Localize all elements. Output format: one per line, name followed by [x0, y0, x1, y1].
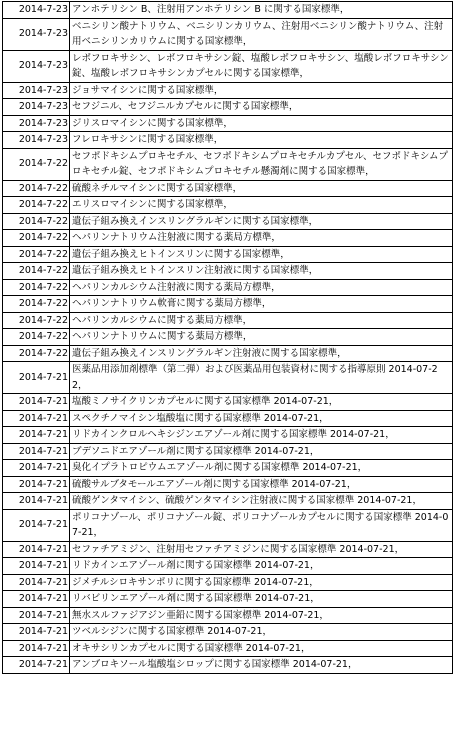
row-date: 2014-7-23	[3, 132, 70, 149]
table-row	[3, 509, 453, 541]
row-date: 2014-7-21	[3, 607, 70, 624]
row-standard-title: フレロキサシンに関する国家標準，	[70, 132, 453, 149]
row-standard-title: 塩酸ミノサイクリンカプセルに関する国家標準 2014-07-21，	[70, 394, 453, 411]
row-standard-title: 硫酸ゲンタマイシン、硫酸ゲンタマイシン注射液に関する国家標準 2014-07-21，	[70, 493, 453, 510]
row-date: 2014-7-22	[3, 296, 70, 313]
row-standard-title: 遺伝子組み換えヒトインスリンに関する国家標準，	[70, 246, 453, 263]
table-row	[3, 460, 453, 477]
row-standard-title: オキサシリンカプセルに関する国家標準 2014-07-21，	[70, 640, 453, 657]
row-date: 2014-7-21	[3, 443, 70, 460]
table-row	[3, 148, 453, 180]
row-standard-title: 無水スルファジアジン亜鉛に関する国家標準 2014-07-21，	[70, 607, 453, 624]
table-row	[3, 657, 453, 674]
standards-table	[2, 1, 453, 674]
row-date: 2014-7-22	[3, 279, 70, 296]
table-row	[3, 18, 453, 50]
row-standard-title: セフジニル、セフジニルカプセルに関する国家標準，	[70, 99, 453, 116]
table-row	[3, 296, 453, 313]
row-date: 2014-7-23	[3, 18, 70, 50]
table-row	[3, 624, 453, 641]
row-date: 2014-7-21	[3, 476, 70, 493]
row-date: 2014-7-21	[3, 541, 70, 558]
table-row	[3, 410, 453, 427]
row-date: 2014-7-21	[3, 591, 70, 608]
row-standard-title: ヘパリンナトリウム注射液に関する薬局方標準，	[70, 230, 453, 247]
table-row	[3, 82, 453, 99]
table-row	[3, 279, 453, 296]
table-row	[3, 558, 453, 575]
table-row	[3, 50, 453, 82]
row-date: 2014-7-21	[3, 394, 70, 411]
table-row	[3, 591, 453, 608]
row-standard-title: エリスロマイシンに関する国家標準，	[70, 197, 453, 214]
table-row	[3, 2, 453, 19]
row-standard-title: ヘパリンカルシウム注射液に関する薬局方標準，	[70, 279, 453, 296]
row-date: 2014-7-22	[3, 263, 70, 280]
row-standard-title: ジメチルシロキサンポリに関する国家標準 2014-07-21，	[70, 574, 453, 591]
row-standard-title: アンブロキソール塩酸塩シロップに関する国家標準 2014-07-21，	[70, 657, 453, 674]
table-row	[3, 180, 453, 197]
table-row	[3, 640, 453, 657]
table-row	[3, 312, 453, 329]
table-row	[3, 607, 453, 624]
row-standard-title: ジリスロマイシンに関する国家標準，	[70, 115, 453, 132]
table-row	[3, 541, 453, 558]
row-date: 2014-7-22	[3, 329, 70, 346]
row-date: 2014-7-21	[3, 624, 70, 641]
table-row	[3, 476, 453, 493]
row-date: 2014-7-23	[3, 2, 70, 19]
row-date: 2014-7-21	[3, 558, 70, 575]
row-standard-title: リドカインクロルヘキシジンエアゾール剤に関する国家標準 2014-07-21，	[70, 427, 453, 444]
row-standard-title: セファチアミジン、注射用セファチアミジンに関する国家標準 2014-07-21，	[70, 541, 453, 558]
row-date: 2014-7-22	[3, 230, 70, 247]
row-standard-title: レボフロキサシン、レボフロキサシン錠、塩酸レボフロキサシン、塩酸レボフロキサシン錠、塩酸レボフロキサシンカプセルに関する国家標準，	[70, 50, 453, 82]
table-row	[3, 362, 453, 394]
row-date: 2014-7-22	[3, 180, 70, 197]
table-row	[3, 263, 453, 280]
row-date: 2014-7-23	[3, 99, 70, 116]
row-standard-title: リバビリンエアゾール剤に関する国家標準 2014-07-21，	[70, 591, 453, 608]
row-date: 2014-7-22	[3, 246, 70, 263]
table-row	[3, 329, 453, 346]
row-date: 2014-7-22	[3, 197, 70, 214]
row-date: 2014-7-22	[3, 312, 70, 329]
row-standard-title: ツベルシジンに関する国家標準 2014-07-21，	[70, 624, 453, 641]
row-standard-title: 遺伝子組み換えインスリングラルギンに関する国家標準，	[70, 213, 453, 230]
row-date: 2014-7-21	[3, 574, 70, 591]
row-standard-title: 硫酸ネチルマイシンに関する国家標準，	[70, 180, 453, 197]
table-row	[3, 230, 453, 247]
row-standard-title: 臭化イプラトロピウムエアゾール剤に関する国家標準 2014-07-21，	[70, 460, 453, 477]
row-date: 2014-7-21	[3, 362, 70, 394]
table-row	[3, 197, 453, 214]
row-standard-title: アンホテリシン B、注射用アンホテリシン B に関する国家標準，	[70, 2, 453, 19]
row-standard-title: 遺伝子組み換えヒトインスリン注射液に関する国家標準，	[70, 263, 453, 280]
row-date: 2014-7-21	[3, 410, 70, 427]
row-date: 2014-7-22	[3, 345, 70, 362]
row-standard-title: ヘパリンナトリウム軟膏に関する薬局方標準，	[70, 296, 453, 313]
row-date: 2014-7-23	[3, 82, 70, 99]
table-row	[3, 574, 453, 591]
row-date: 2014-7-21	[3, 427, 70, 444]
standards-table-body	[3, 2, 453, 674]
table-row	[3, 115, 453, 132]
row-standard-title: ジョサマイシンに関する国家標準，	[70, 82, 453, 99]
table-row	[3, 213, 453, 230]
table-row	[3, 394, 453, 411]
row-date: 2014-7-22	[3, 213, 70, 230]
row-standard-title: ヘパリンナトリウムに関する薬局方標準，	[70, 329, 453, 346]
row-date: 2014-7-23	[3, 50, 70, 82]
table-row	[3, 132, 453, 149]
row-date: 2014-7-21	[3, 657, 70, 674]
row-standard-title: スペクチノマイシン塩酸塩に関する国家標準 2014-07-21，	[70, 410, 453, 427]
row-standard-title: ブデソニドエアゾール剤に関する国家標準 2014-07-21，	[70, 443, 453, 460]
table-row	[3, 443, 453, 460]
row-standard-title: ヘパリンカルシウムに関する薬局方標準，	[70, 312, 453, 329]
table-row	[3, 99, 453, 116]
row-standard-title: リドカインエアゾール剤に関する国家標準 2014-07-21，	[70, 558, 453, 575]
table-row	[3, 493, 453, 510]
row-standard-title: セフポドキシムプロキセチル、セフポドキシムプロキセチルカプセル、セフポドキシムプロキセチル錠、セフポドキシムプロキセチル懸濁剤に関する国家標準，	[70, 148, 453, 180]
row-standard-title: 硫酸サルブタモールエアゾール剤に関する国家標準 2014-07-21，	[70, 476, 453, 493]
table-row	[3, 345, 453, 362]
table-row	[3, 246, 453, 263]
row-standard-title: ポリコナゾール、ポリコナゾール錠、ポリコナゾールカプセルに関する国家標準 2014-07-21，	[70, 509, 453, 541]
table-row	[3, 427, 453, 444]
row-date: 2014-7-23	[3, 115, 70, 132]
row-date: 2014-7-21	[3, 460, 70, 477]
row-date: 2014-7-21	[3, 509, 70, 541]
row-standard-title: 医薬品用添加剤標準（第二弾）および医薬品用包装資材に関する指導原則 2014-07-22，	[70, 362, 453, 394]
row-date: 2014-7-21	[3, 640, 70, 657]
row-date: 2014-7-21	[3, 493, 70, 510]
row-standard-title: ベニシリン酸ナトリウム、ベニシリンカリウム、注射用ベニシリン酸ナトリウム、注射用ベニシリンカリウムに関する国家標準，	[70, 18, 453, 50]
row-standard-title: 遺伝子組み換えインスリングラルギン注射液に関する国家標準，	[70, 345, 453, 362]
row-date: 2014-7-22	[3, 148, 70, 180]
